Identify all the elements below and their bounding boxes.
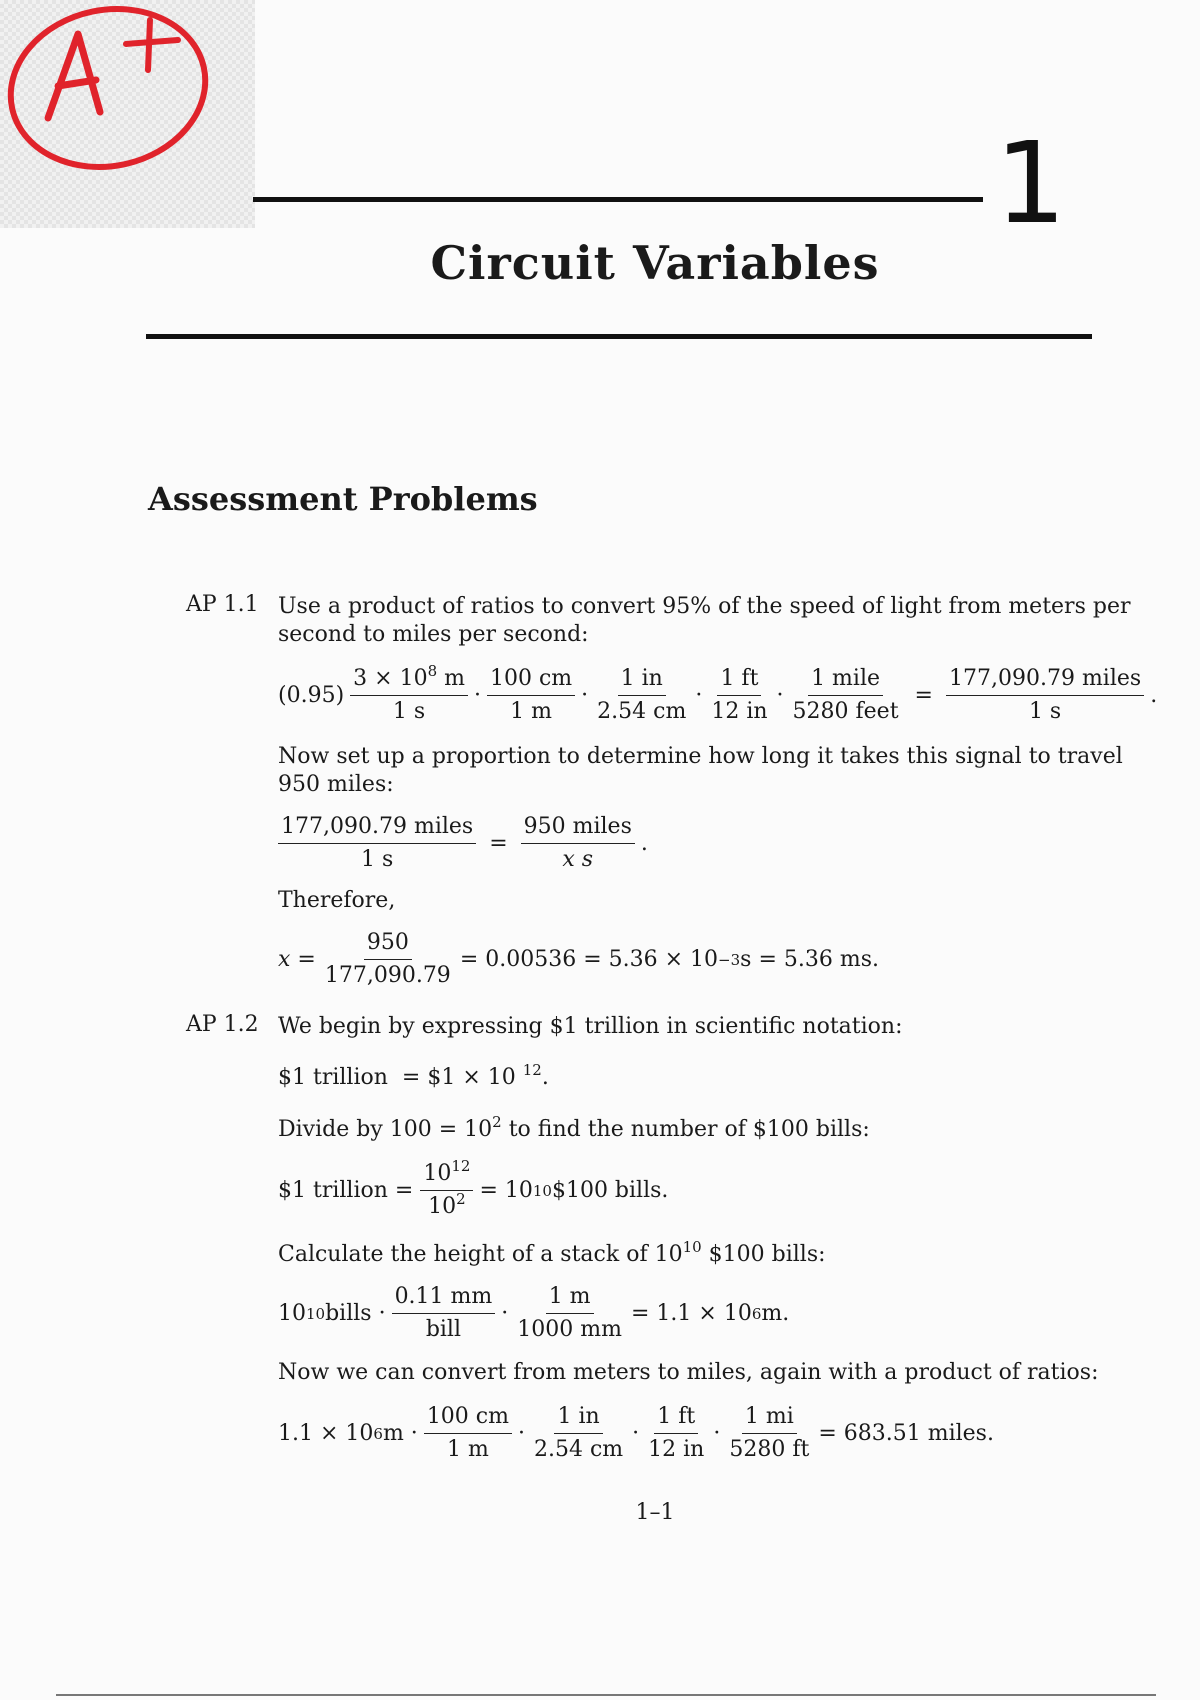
exponent: 2 (492, 1113, 502, 1131)
equation-speed-conversion: (0.95) $\frac{3 \times 10^8 m}{1 s}$ · $\frac{100 cm}{1 m}$ · $\frac{1 in}{2.54 cm}$ · $\frac{1 ft}{12 in}$ · $\frac{\text{1 mile}}{\text{5280 feet}}$ = $\frac{\text{177,090.79 miles}}{1 s}$ . (278, 662, 1158, 724)
grade-mark-stamp (0, 0, 215, 180)
equation-rhs: $100 bills. (551, 1178, 669, 1203)
fraction (708, 666, 770, 725)
exponent: 12 (522, 1061, 542, 1079)
problem-text: Now we can convert from meters to miles, again with a product of ratios: (278, 1360, 1099, 1385)
fraction-denominator: 12 in (648, 1437, 705, 1462)
fraction (594, 666, 689, 725)
section-title: Assessment Problems (148, 480, 538, 518)
equation-lhs: $1 trillion (278, 1065, 388, 1090)
fraction-denominator: 12 in (711, 699, 768, 724)
fraction-numerator: 1 mile (808, 666, 883, 696)
fraction-numerator: 177,090.79 miles (946, 666, 1144, 696)
fraction (726, 1404, 812, 1463)
fraction (514, 1284, 625, 1343)
equation-rhs: m. (761, 1301, 790, 1326)
fraction-numerator: 1 in (554, 1404, 602, 1434)
fraction-result (946, 666, 1144, 725)
fraction-numerator: 1 ft (717, 666, 761, 696)
exponent: 2 (456, 1190, 466, 1208)
equation-trillion (278, 1063, 549, 1093)
problem-text: Now set up a proportion to determine how long it takes this signal to travel (278, 744, 1123, 769)
fraction-numerator: 950 miles (521, 814, 635, 844)
equation-time-result: x = $\frac{950}{177,090.79}$ = 0.00536 = 5.36 × 10 −3 s = 5.36 ms. (278, 930, 880, 988)
problem-label: AP 1.1 (186, 592, 259, 617)
equation-meters-to-miles: 1.1 × 10 6 m · $\frac{100 cm}{1 m}$ · $\frac{1 in}{2.54 cm}$ · $\frac{1 ft}{12 in}$ · $\frac{1 mi}{5280 ft}$ = 683.51 miles. (278, 1404, 994, 1462)
fraction-denominator: 1 s (360, 847, 394, 872)
fraction-numerator: 950 (364, 930, 412, 960)
punctuation: . (1150, 683, 1158, 708)
equation-bill-count: $1 trillion = $\frac{10^{12}}{10^2}$ = 10 10 $100 bills. (278, 1157, 669, 1219)
fraction-denominator: 1 s (1028, 699, 1062, 724)
equation-rhs: = 0.00536 = 5.36 × 10 (459, 947, 719, 972)
equation-rhs: s = 5.36 ms. (740, 947, 880, 972)
chapter-title: Circuit Variables (430, 236, 880, 290)
fraction-denominator: 5280 ft (729, 1437, 810, 1462)
fraction (278, 814, 476, 873)
equation-proportion: $\frac{\text{177,090.79 miles}}{1 s}$ = $\frac{\text{950 miles}}{\text{x s}}$ . (278, 814, 648, 873)
fraction-denominator: bill (425, 1317, 462, 1342)
punctuation: . (541, 1065, 549, 1090)
fraction (790, 666, 902, 725)
equation-lhs: m · (382, 1421, 418, 1446)
fraction-numerator: 3 × 10 (353, 666, 428, 691)
fraction-denominator: 1 s (392, 699, 426, 724)
fraction-denominator: 5280 feet (792, 699, 899, 724)
punctuation: . (640, 831, 648, 856)
fraction-denominator: 10 (428, 1194, 457, 1219)
problem-label: AP 1.2 (186, 1012, 259, 1037)
fraction (645, 1404, 707, 1463)
problem-text (278, 1240, 826, 1270)
fraction (392, 1284, 496, 1343)
fraction-numerator: 1 m (546, 1284, 594, 1314)
fraction (531, 1404, 626, 1463)
chapter-rule-top (253, 197, 983, 202)
fraction-denominator: 2.54 cm (533, 1437, 624, 1462)
equation-lhs: x = (278, 947, 316, 972)
chapter-number: 1 (995, 119, 1067, 249)
problem-text: We begin by expressing $1 trillion in scientific notation: (278, 1014, 903, 1039)
fraction (350, 662, 468, 725)
text-run: Calculate the height of a stack of 10 (278, 1242, 683, 1267)
exponent: 8 (427, 662, 438, 680)
chapter-rule-bottom (146, 334, 1092, 339)
fraction-numerator: 100 cm (487, 666, 575, 696)
fraction-denominator: 1 m (446, 1437, 489, 1462)
fraction-numerator: 1 mi (742, 1404, 797, 1434)
fraction-numerator: 1 ft (654, 1404, 698, 1434)
equals-sign: = (394, 1178, 414, 1203)
equation-rhs: = 1.1 × 10 (630, 1301, 752, 1326)
fraction-numerator: 100 cm (424, 1404, 512, 1434)
fraction-denominator: 177,090.79 (324, 963, 451, 988)
text-run: $100 bills: (701, 1242, 826, 1267)
text-run: Divide by 100 = 10 (278, 1117, 493, 1142)
fraction (487, 666, 575, 725)
text-run: to find the number of $100 bills: (501, 1117, 870, 1142)
exponent: 10 (682, 1238, 702, 1256)
fraction-numerator: 1 in (618, 666, 666, 696)
equation-lhs: 1.1 × 10 (278, 1421, 374, 1446)
equation-lhs: bills · (325, 1301, 386, 1326)
fraction (521, 814, 635, 873)
fraction-denominator: x s (562, 847, 594, 872)
page-number: 1–1 (635, 1500, 675, 1525)
equation-rhs: = 683.51 miles. (818, 1421, 994, 1446)
equation-coefficient: (0.95) (278, 683, 345, 708)
unit: m (437, 666, 465, 691)
problem-text: Therefore, (278, 888, 396, 913)
fraction-numerator: 177,090.79 miles (278, 814, 476, 844)
fraction-denominator: 1000 mm (517, 1317, 622, 1342)
page-bottom-rule (56, 1694, 1156, 1696)
equation-rhs: = 10 (479, 1178, 533, 1203)
fraction (424, 1404, 512, 1463)
fraction (322, 930, 454, 989)
fraction-numerator: 0.11 mm (392, 1284, 496, 1314)
equation-lhs: 10 (278, 1301, 306, 1326)
fraction-denominator: 1 m (510, 699, 552, 724)
fraction-numerator: 10 (423, 1161, 452, 1186)
equation-rhs: = $1 × 10 (401, 1065, 516, 1090)
fraction-denominator: 2.54 cm (597, 699, 687, 724)
equation-lhs: $1 trillion (278, 1178, 388, 1203)
fraction (420, 1157, 473, 1220)
exponent: 12 (451, 1157, 471, 1175)
problem-text: 950 miles: (278, 772, 394, 797)
equation-stack-height: 10 10 bills · $\frac{0.11 mm}{\text{bill}}$ · $\frac{1 m}{1000 mm}$ = 1.1 × 10 6 m. (278, 1284, 790, 1342)
problem-text: Use a product of ratios to convert 95% of the speed of light from meters per (278, 594, 1131, 619)
problem-text (278, 1115, 870, 1145)
problem-text: second to miles per second: (278, 622, 589, 647)
